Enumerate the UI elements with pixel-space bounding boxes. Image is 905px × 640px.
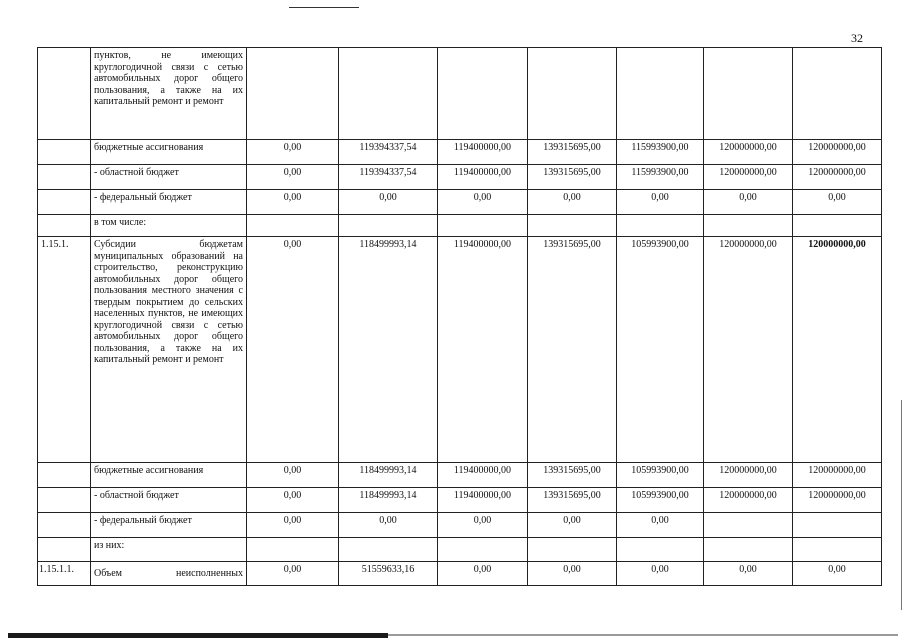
scan-dark-strip [8,633,388,638]
scan-edge-line [901,400,902,610]
value-cell [704,513,793,538]
value-cell: 139315695,00 [528,463,617,488]
value-cell: 120000000,00 [704,165,793,190]
value-cell: 105993900,00 [617,237,704,463]
value-cell: 120000000,00 [704,140,793,165]
value-cell [617,215,704,237]
row-code: 1.15.1.1. [38,562,91,586]
table-row [38,190,882,215]
row-code [38,215,91,237]
value-cell [704,538,793,562]
value-cell [438,48,528,140]
value-cell: 0,00 [617,190,704,215]
row-code [38,463,91,488]
value-cell: 120000000,00 [704,463,793,488]
row-code [38,48,91,140]
value-cell: 105993900,00 [617,463,704,488]
value-cell [247,48,339,140]
value-cell: 0,00 [438,190,528,215]
row-description-text: Объем неисполненных [94,567,243,579]
value-cell: 118499993,14 [339,237,438,463]
value-cell: 105993900,00 [617,488,704,513]
value-cell: 118499993,14 [339,463,438,488]
value-cell: 120000000,00 [793,488,882,513]
value-cell: 0,00 [247,190,339,215]
value-cell: 0,00 [793,562,882,586]
row-description: - областной бюджет [91,488,247,513]
value-cell [528,538,617,562]
table-row [38,513,882,538]
value-cell: 0,00 [704,562,793,586]
value-cell: 139315695,00 [528,488,617,513]
value-cell: 0,00 [438,513,528,538]
value-cell: 120000000,00 [793,463,882,488]
table-row [38,237,882,463]
value-cell: 139315695,00 [528,165,617,190]
value-cell: 0,00 [339,513,438,538]
row-description: в том числе: [91,215,247,237]
row-code: 1.15.1. [38,237,91,463]
value-cell: 0,00 [247,140,339,165]
row-code [38,190,91,215]
table-row [38,165,882,190]
table-row [38,538,882,562]
value-cell [617,48,704,140]
value-cell: 119400000,00 [438,140,528,165]
top-rule [289,7,359,8]
value-cell: 0,00 [247,165,339,190]
value-cell: 115993900,00 [617,140,704,165]
value-cell [438,215,528,237]
value-cell: 0,00 [704,190,793,215]
value-cell: 0,00 [247,488,339,513]
value-cell: 0,00 [247,562,339,586]
value-cell: 0,00 [247,237,339,463]
row-description: - областной бюджет [91,165,247,190]
value-cell: 120000000,00 [793,237,882,463]
value-cell [247,538,339,562]
table-row [38,488,882,513]
value-cell [617,538,704,562]
value-cell [793,513,882,538]
value-cell: 119400000,00 [438,237,528,463]
value-cell [528,215,617,237]
row-code [38,488,91,513]
value-cell [793,538,882,562]
row-description: - федеральный бюджет [91,190,247,215]
value-cell: 0,00 [438,562,528,586]
row-description: пунктов, не имеющих круглогодичной связи с сетью автомобильных дорог общего пользования, а также на их капитальный ремонт и ремонт [91,48,247,140]
table-row [38,140,882,165]
scan-bottom-band [0,631,905,640]
table-row [38,48,882,140]
value-cell: 0,00 [617,562,704,586]
value-cell [704,215,793,237]
value-cell [247,215,339,237]
table-row [38,215,882,237]
value-cell: 119394337,54 [339,165,438,190]
value-cell [438,538,528,562]
row-code [38,165,91,190]
table-row [38,562,882,586]
row-code [38,513,91,538]
value-cell: 0,00 [528,190,617,215]
value-cell: 51559633,16 [339,562,438,586]
value-cell: 0,00 [247,463,339,488]
value-cell [339,48,438,140]
value-cell: 139315695,00 [528,140,617,165]
row-description: из них: [91,538,247,562]
value-cell: 119400000,00 [438,488,528,513]
value-cell: 139315695,00 [528,237,617,463]
scan-light-strip [388,634,898,636]
value-cell: 119394337,54 [339,140,438,165]
budget-table [37,47,882,586]
value-cell: 120000000,00 [704,237,793,463]
value-cell: 119400000,00 [438,165,528,190]
page-number: 32 [851,31,863,45]
value-cell: 0,00 [617,513,704,538]
row-description: Субсидии бюджетам муниципальных образований на строительство, реконструкцию автомобильных дорог общего пользования местного значения с твердым покрытием до сельских населенных пунктов, не имеющих круглогодичной связи с сетью автомобильных дорог общего пользования, а также на их капитальный ремонт и ремонт [91,237,247,463]
row-description: - федеральный бюджет [91,513,247,538]
value-cell: 118499993,14 [339,488,438,513]
row-code [38,140,91,165]
value-cell: 0,00 [793,190,882,215]
value-cell: 119400000,00 [438,463,528,488]
value-cell: 115993900,00 [617,165,704,190]
value-cell: 0,00 [339,190,438,215]
table-row [38,463,882,488]
value-cell: 120000000,00 [793,165,882,190]
row-code [38,538,91,562]
row-description [91,562,247,586]
value-cell: 120000000,00 [793,140,882,165]
value-cell [793,215,882,237]
row-description: бюджетные ассигнования [91,140,247,165]
value-cell: 0,00 [528,513,617,538]
value-cell: 0,00 [528,562,617,586]
value-cell [339,538,438,562]
value-cell [704,48,793,140]
value-cell: 120000000,00 [704,488,793,513]
value-cell [528,48,617,140]
row-description: бюджетные ассигнования [91,463,247,488]
value-cell [339,215,438,237]
value-cell [793,48,882,140]
value-cell: 0,00 [247,513,339,538]
